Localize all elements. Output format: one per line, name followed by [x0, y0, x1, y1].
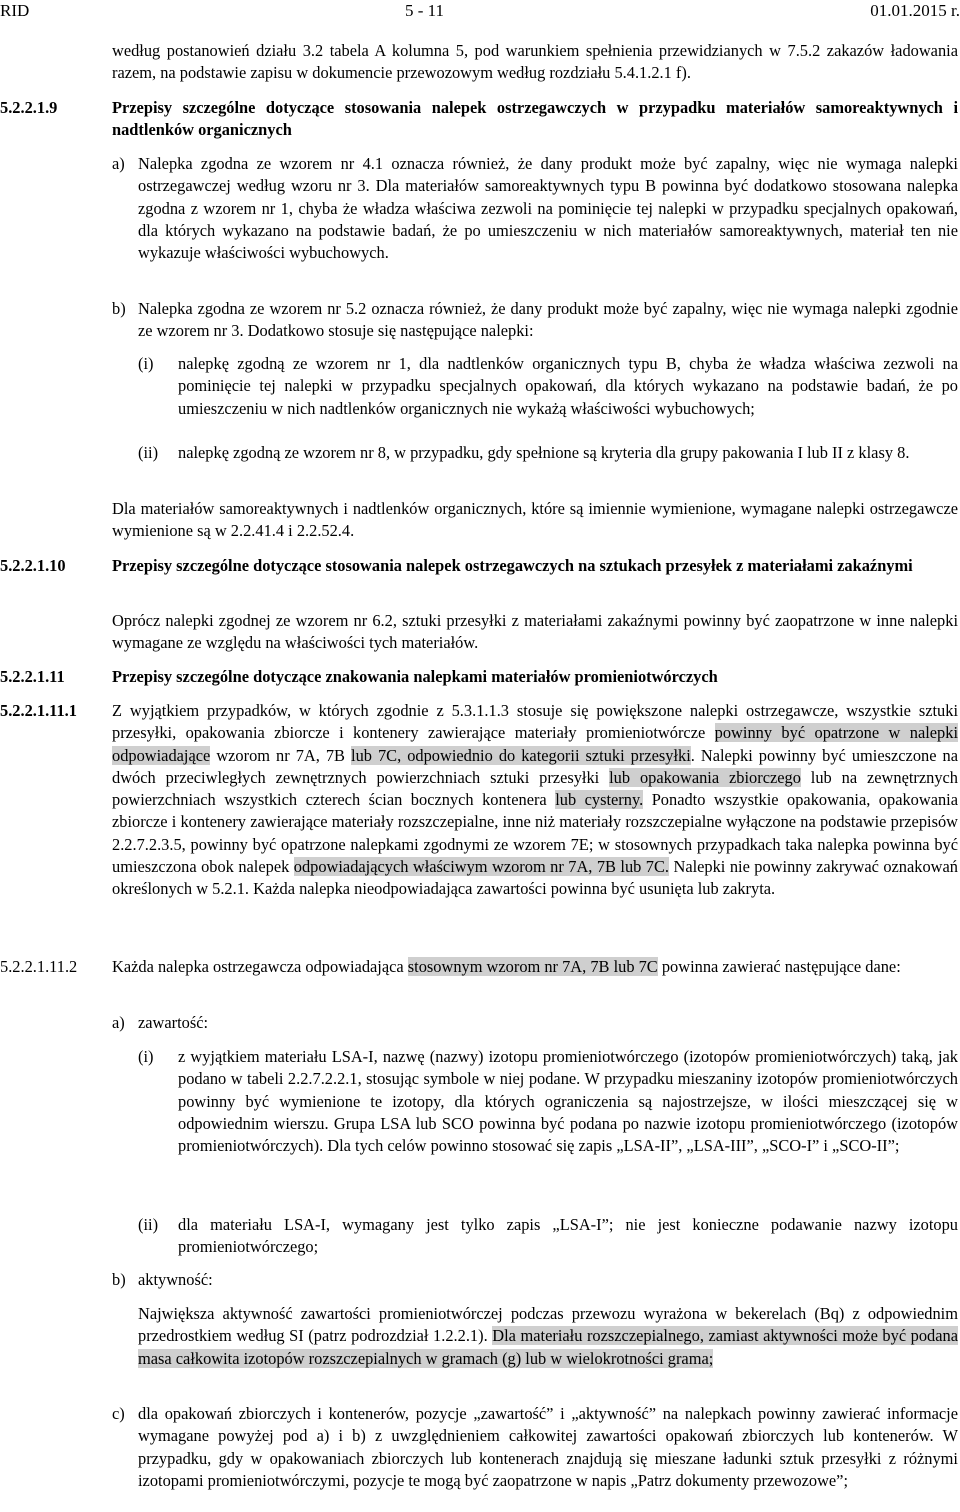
subitem-i	[138, 1046, 958, 1157]
section-title: Przepisy szczególne dotyczące stosowania nalepek ostrzegawczych w przypadku materiałów samoreaktywnych i nadtlenków organicznych	[112, 98, 958, 140]
item-b	[112, 298, 958, 343]
text-run: Każda nalepka ostrzegawcza odpowiadająca	[112, 957, 408, 976]
item-text: aktywność:	[138, 1270, 213, 1289]
item-a-contents	[112, 1012, 958, 1034]
subitem-i	[138, 353, 958, 420]
highlighted-text: stosownym wzorom nr 7A, 7B lub 7C	[407, 957, 658, 976]
highlighted-text: odpowiadających właściwym wzorom nr 7A, 7B lub 7C.	[293, 857, 670, 877]
item-text: Nalepka zgodna ze wzorem nr 4.1 oznacza również, że dany produkt może być zapalny, więc nie wymaga nalepki ostrzegawczej według wzoru nr 3. Dla materiałów samoreaktywnych typu B powinna być dodatkowo stosowana nalepka zgodna z wzorem nr 1, chyba że władza właściwa zezwoli na pominięcie tej nalepki w przypadku specjalnych opakowań, dla których wykazano na podstawie badań, że po umieszczeniu w nich materiałów samoreaktywnych, materiał ten nie wykazuje właściwości wybuchowych.	[138, 154, 958, 263]
subitem-ii	[138, 1214, 958, 1259]
item-b-activity	[112, 1269, 958, 1291]
section-number: 5.2.2.1.10	[0, 556, 66, 575]
subitem-label: (ii)	[138, 443, 159, 462]
section-text: Oprócz nalepki zgodnej ze wzorem nr 6.2, sztuki przesyłki z materiałami zakaźnymi powinny być zaopatrzone w inne nalepki wymagane ze względu na właściwości tych materiałów.	[112, 611, 958, 653]
item-c	[112, 1403, 958, 1492]
section-title: Przepisy szczególne dotyczące stosowania nalepek ostrzegawczych na sztukach przesyłek z materiałami zakaźnymi	[112, 556, 913, 575]
closing-paragraph: Dla materiałów samoreaktywnych i nadtlenków organicznych, które są imiennie wymienione, wymagane nalepki ostrzegawcze wymienione są w 2.2.41.4 i 2.2.52.4.	[112, 499, 958, 541]
highlighted-text: powinny być opatrzone w nalepki odpowiadające	[112, 723, 959, 765]
header-left: RID	[0, 1, 30, 20]
item-label: b)	[112, 1270, 126, 1289]
item-text: zawartość:	[138, 1013, 209, 1032]
item-a	[112, 153, 958, 264]
subitem-text: nalepkę zgodną ze wzorem nr 1, dla nadtlenków organicznych typu B, chyba że władza właściwa zezwoli na pominięcie tej nalepki w przypadku specjalnych opakowań, dla których wykazano na podstawie badań, że po umieszczeniu w nich nadtlenków organicznych nie wykażą właściwości wybuchowych;	[178, 354, 958, 418]
section-text	[112, 956, 958, 978]
page-header	[0, 0, 960, 22]
highlighted-text: Dla materiału rozszczepialnego, zamiast aktywności może być podana masa całkowita izotopów rozszczepialnych w gramach (g) lub w wielokrotności grama;	[138, 1326, 959, 1368]
subitem-ii	[138, 442, 958, 464]
intro-paragraph: według postanowień działu 3.2 tabela A kolumna 5, pod warunkiem spełnienia przewidzianych w 7.5.2 zakazów ładowania razem, na podstawie zapisu w dokumencie przewozowym według rozdziału 5.4.1.2.1 f).	[112, 41, 958, 83]
item-label: a)	[112, 1013, 125, 1032]
item-label: a)	[112, 154, 125, 173]
text-run: . Nalepki powinny być umieszczone na dwóch przeciwległych zewnętrznych powierzchniach sztuki przesyłki	[112, 745, 958, 787]
highlighted-text: lub cysterny.	[555, 790, 644, 810]
subitem-text: dla materiału LSA-I, wymagany jest tylko zapis „LSA-I”; nie jest konieczne podawanie nazwy izotopu promieniotwórczego;	[178, 1215, 958, 1257]
item-text: dla opakowań zbiorczych i kontenerów, pozycje „zawartość” i „aktywność” na nalepkach powinny zawierać informacje wymagane powyżej pod a) i b) z uwzględnieniem całkowitej zawartości opakowań zbiorczych lub kontenerów. W przypadku, gdy w opakowaniach zbiorczych lub kontenerach znajdują się mieszane ładunki sztuk przesyłki z różnymi izotopami promieniotwórczymi, pozycje te mogą być zaopatrzone w napis „Patrz dokumenty przewozowe”;	[138, 1404, 958, 1490]
subitem-text: nalepkę zgodną ze wzorem nr 8, w przypadku, gdy spełnione są kryteria dla grupy pakowania I lub II z klasy 8.	[178, 443, 910, 462]
section-5-2-2-1-9	[0, 97, 960, 142]
section-number: 5.2.2.1.11.2	[0, 957, 78, 976]
item-text: Nalepka zgodna ze wzorem nr 5.2 oznacza również, że dany produkt może być zapalny, więc nie wymaga nalepki zgodnie ze wzorem nr 3. Dodatkowo stosuje się następujące nalepki:	[138, 299, 958, 341]
subitem-label: (i)	[138, 1047, 154, 1066]
section-number: 5.2.2.1.11.1	[0, 701, 77, 720]
subitem-label: (i)	[138, 354, 154, 373]
section-5-2-2-1-11-1	[0, 700, 960, 901]
activity-paragraph	[138, 1303, 958, 1370]
text-run: lub na zewnętrznych powierzchniach wszystkich czterech ścian bocznych kontenera	[112, 767, 958, 810]
section-title: Przepisy szczególne dotyczące znakowania nalepkami materiałów promieniotwórczych	[112, 667, 718, 686]
text-run: Ponadto wszystkie opakowania, opakowania zbiorcze i kontenery zawierające materiały rozszczepialne, inne niż materiały rozszczepialne wyłączone na podstawie przepisów 2.2.7.2.3.5, powinny być opatrzone nalepkami zgodnymi ze wzorem 7E; w stosownych przypadkach taka nalepka powinna być umieszczona obok nalepek	[112, 790, 959, 877]
section-5-2-2-1-11	[0, 666, 960, 688]
text-run: Nalepki nie powinny zakrywać oznakowań określonych w 5.2.1. Każda nalepka nieodpowiadająca zawartości powinna być usunięta lub zakryta.	[112, 857, 958, 899]
subitem-label: (ii)	[138, 1215, 159, 1234]
section-text	[112, 700, 958, 901]
text-run: Największa aktywność zawartości promieniotwórczej podczas przewozu wyrażona w bekerelach (Bq) z odpowiednim przedrostkiem według SI (patrz podrozdział 1.2.2.1).	[138, 1304, 958, 1346]
section-number: 5.2.2.1.11	[0, 667, 65, 686]
section-5-2-2-1-10	[0, 555, 960, 577]
item-label: b)	[112, 299, 126, 318]
text-run: powinna zawierać następujące dane:	[657, 957, 901, 976]
header-center: 5 - 11	[405, 1, 445, 20]
header-right: 01.01.2015 r.	[870, 1, 960, 20]
item-label: c)	[112, 1404, 125, 1423]
section-number: 5.2.2.1.9	[0, 98, 58, 117]
section-5-2-2-1-11-2	[0, 956, 960, 978]
highlighted-text: lub 7C, odpowiednio do kategorii sztuki przesyłki	[351, 745, 691, 765]
text-run: Z wyjątkiem przypadków, w których zgodnie z 5.3.1.1.3 stosuje się powiększone nalepki ostrzegawcze, wszystkie sztuki przesyłki, opakowania zbiorcze i kontenery zawierające materiały promieniotwórcze	[112, 701, 958, 743]
highlighted-text: lub opakowania zbiorczego	[609, 767, 801, 787]
text-run: wzorom nr 7A, 7B	[210, 745, 352, 765]
subitem-text: z wyjątkiem materiału LSA-I, nazwę (nazwy) izotopu promieniotwórczego (izotopów promieniotwórczych) taką, jak podano w tabeli 2.2.7.2.2.1, stosując symbole w niej podane. W przypadku mieszaniny izotopów promieniotwórczych powinny być wymienione te izotopy, dla których ograniczenia są najostrzejsze, w ilości mieszczącej się w odpowiednim wierszu. Grupa LSA lub SCO powinna być podana po nazwie izotopu promieniotwórczego (izotopów promieniotwórczych). Dla tych celów powinno stosować się zapis „LSA-II”, „LSA-III”, „SCO-I” i „SCO-II”;	[178, 1047, 958, 1156]
